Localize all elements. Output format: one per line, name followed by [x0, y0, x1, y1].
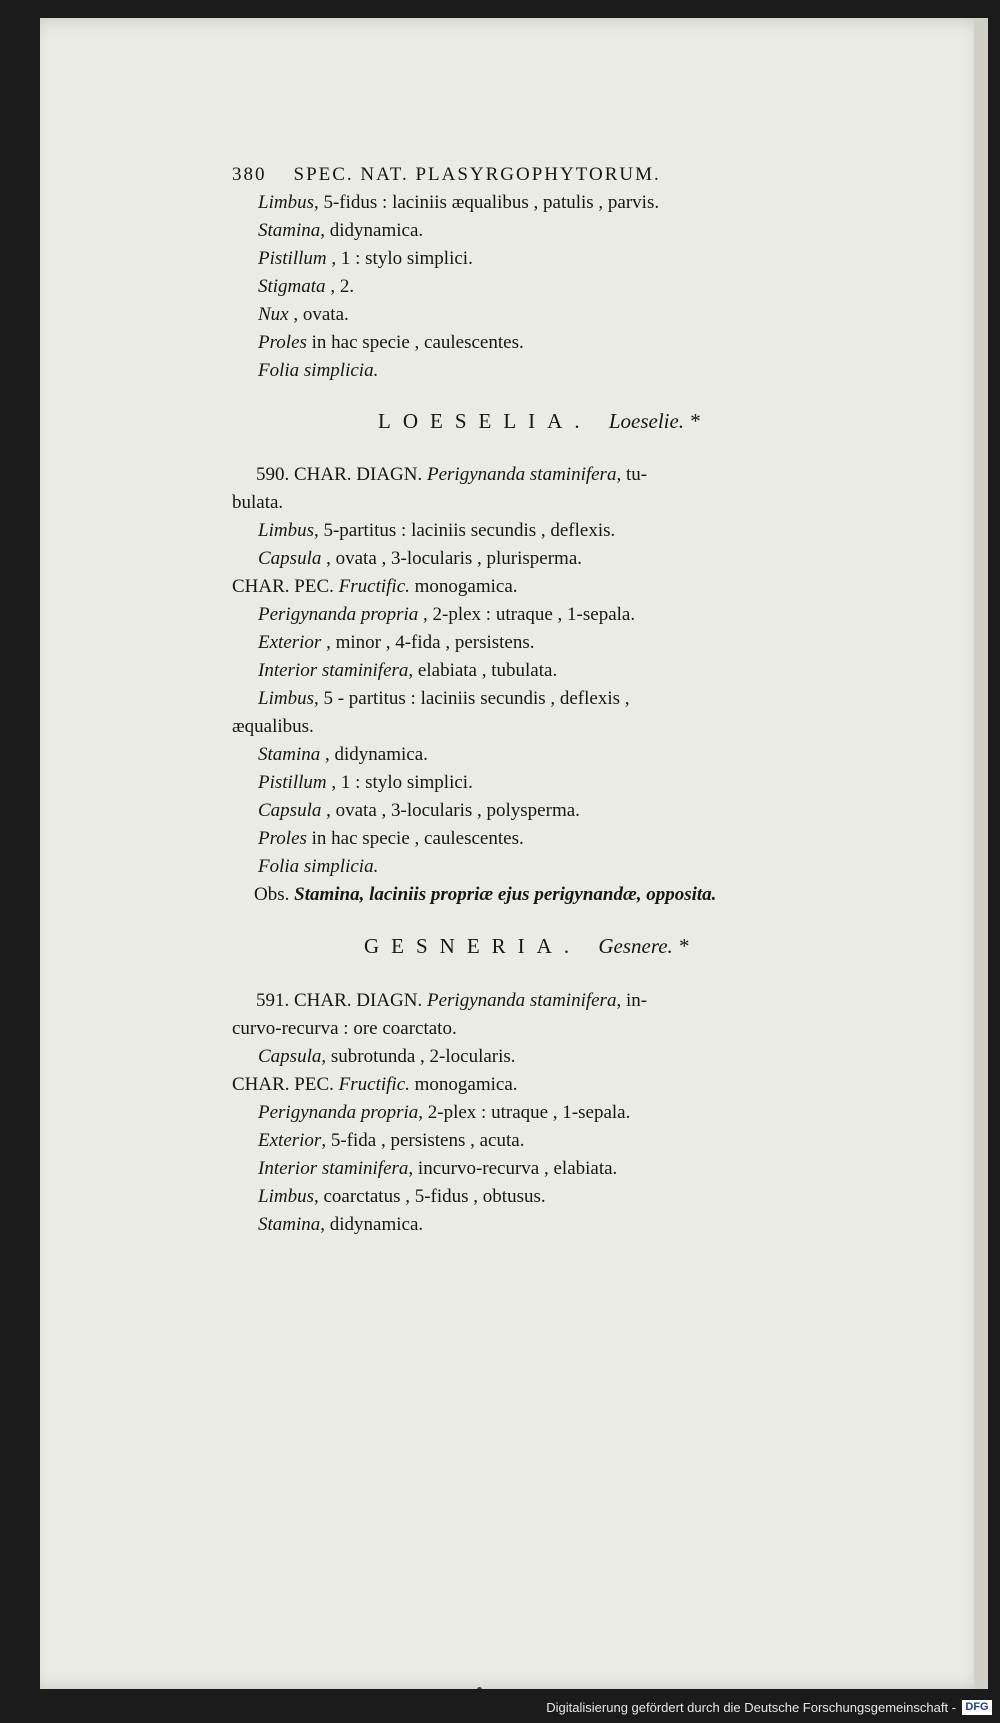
text-line: CHAR. PEC. Fructific. monogamica. — [232, 576, 518, 597]
text-line: Interior staminifera, incurvo-recurva , elabiata. — [258, 1158, 618, 1179]
text-line: Pistillum , 1 : stylo simplici. — [258, 248, 473, 269]
text-line: bulata. — [232, 492, 284, 513]
section-heading-loeselia: LOESELIA. Loeselie. * — [378, 409, 700, 433]
text-line: Exterior, 5-fida , persistens , acuta. — [258, 1130, 525, 1151]
text-line: Stamina, didynamica. — [258, 220, 424, 241]
book-page — [40, 18, 988, 1690]
text-line: Limbus, 5-fidus : laciniis æqualibus , patulis , parvis. — [258, 192, 660, 213]
text-line: Exterior , minor , 4-fida , persistens. — [258, 632, 535, 653]
page-number: 380 — [232, 164, 267, 185]
text-line: Capsula , ovata , 3-locularis , polysperma. — [258, 800, 580, 821]
text-line: curvo-recurva : ore coarctato. — [232, 1018, 457, 1039]
text-line: Stamina , didynamica. — [258, 744, 428, 765]
running-header — [232, 164, 661, 186]
text-line: Perigynanda propria , 2-plex : utraque , 1-sepala. — [258, 604, 636, 625]
text-line: 590. CHAR. DIAGN. Perigynanda staminifera, tu- — [256, 464, 648, 485]
text-line: Pistillum , 1 : stylo simplici. — [258, 772, 473, 793]
text-line: Obs. Stamina, laciniis propriæ ejus perigynandæ, opposita. — [254, 884, 717, 905]
text-line: Limbus, coarctatus , 5-fidus , obtusus. — [258, 1186, 546, 1207]
text-line: CHAR. PEC. Fructific. monogamica. — [232, 1074, 518, 1095]
text-line: Stigmata , 2. — [258, 276, 355, 297]
dfg-logo-icon: DFG — [962, 1700, 992, 1715]
text-line: Limbus, 5 - partitus : laciniis secundis , deflexis , — [258, 688, 630, 709]
text-line: Capsula , ovata , 3-locularis , plurisperma. — [258, 548, 583, 569]
footer-bar — [0, 1689, 1000, 1723]
section-heading-gesneria: GESNERIA. Gesnere. * — [364, 934, 689, 958]
text-line: Perigynanda propria, 2-plex : utraque , 1-sepala. — [258, 1102, 631, 1123]
text-line: Nux , ovata. — [258, 304, 349, 325]
page-edge — [974, 18, 988, 1690]
running-title: SPEC. NAT. PLASYRGOPHYTORUM. — [293, 164, 661, 185]
text-line: Interior staminifera, elabiata , tubulata. — [258, 660, 558, 681]
text-line: Proles in hac specie , caulescentes. — [258, 332, 524, 353]
text-line: Folia simplicia. — [258, 360, 379, 381]
text-line: Capsula, subrotunda , 2-locularis. — [258, 1046, 516, 1067]
text-line: æqualibus. — [232, 716, 314, 737]
footer-credit: Digitalisierung gefördert durch die Deutsche Forschungsgemeinschaft - — [546, 1700, 956, 1715]
text-line: Stamina, didynamica. — [258, 1214, 424, 1235]
text-line: Folia simplicia. — [258, 856, 379, 877]
text-line: Proles in hac specie , caulescentes. — [258, 828, 524, 849]
text-line: Limbus, 5-partitus : laciniis secundis , deflexis. — [258, 520, 616, 541]
text-line: 591. CHAR. DIAGN. Perigynanda staminifera, in- — [256, 990, 648, 1011]
